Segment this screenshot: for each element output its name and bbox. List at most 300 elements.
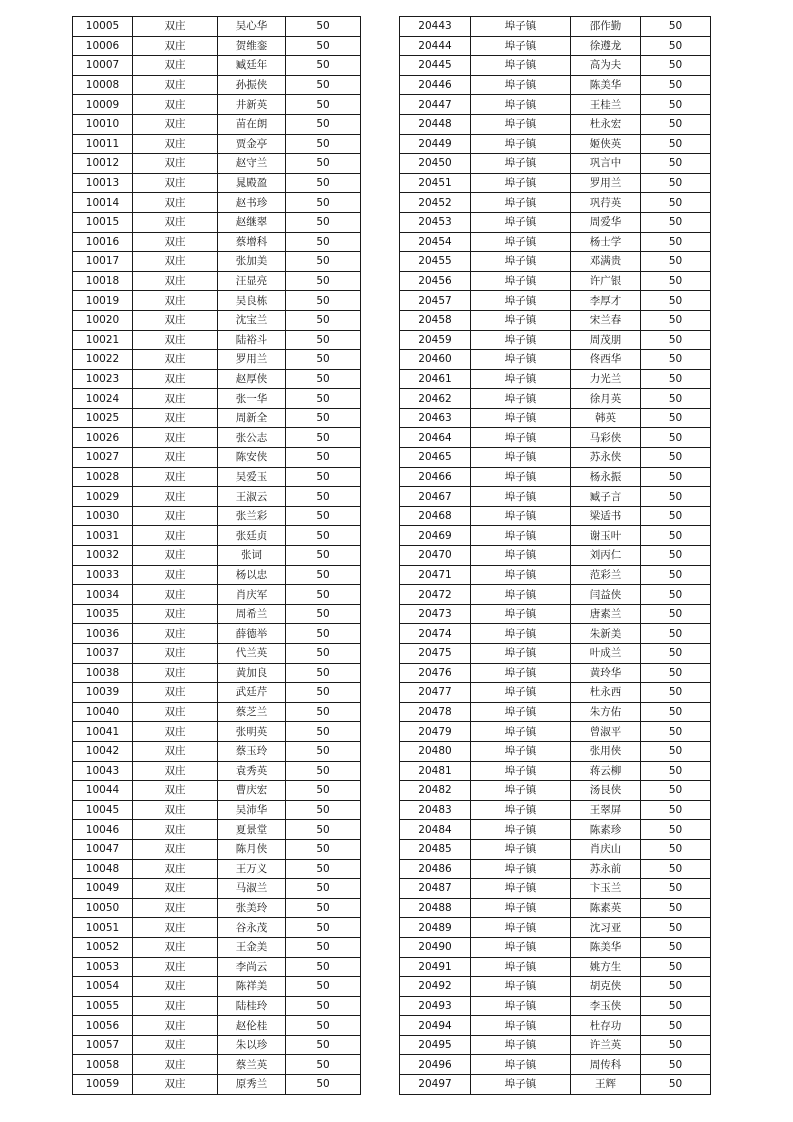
township-cell: 双庄	[133, 389, 218, 409]
table-row	[73, 1035, 361, 1055]
record-id-cell: 10055	[73, 996, 133, 1016]
table-row	[73, 1055, 361, 1075]
person-name-cell: 贺维銮	[218, 36, 286, 56]
table-row	[73, 389, 361, 409]
township-cell: 埠子镇	[471, 134, 571, 154]
person-name-cell: 陆裕斗	[218, 330, 286, 350]
person-name-cell: 张明英	[218, 722, 286, 742]
table-row	[400, 859, 711, 879]
table-row	[73, 781, 361, 801]
person-name-cell: 卞玉兰	[571, 879, 641, 899]
table-row	[73, 252, 361, 272]
table-row	[73, 663, 361, 683]
amount-cell: 50	[641, 937, 711, 957]
township-cell: 双庄	[133, 663, 218, 683]
township-cell: 埠子镇	[471, 624, 571, 644]
table-row	[400, 428, 711, 448]
person-name-cell: 马淑兰	[218, 879, 286, 899]
table-row	[400, 291, 711, 311]
record-id-cell: 20449	[400, 134, 471, 154]
person-name-cell: 臧廷年	[218, 56, 286, 76]
person-name-cell: 王辉	[571, 1075, 641, 1095]
amount-cell: 50	[641, 212, 711, 232]
table-row	[73, 56, 361, 76]
record-id-cell: 10033	[73, 565, 133, 585]
record-id-cell: 20485	[400, 839, 471, 859]
amount-cell: 50	[641, 350, 711, 370]
amount-cell: 50	[641, 114, 711, 134]
township-cell: 埠子镇	[471, 937, 571, 957]
record-id-cell: 10013	[73, 173, 133, 193]
person-name-cell: 薛德举	[218, 624, 286, 644]
township-cell: 埠子镇	[471, 212, 571, 232]
amount-cell: 50	[641, 389, 711, 409]
table-row	[400, 232, 711, 252]
person-name-cell: 罗用兰	[218, 350, 286, 370]
township-cell: 埠子镇	[471, 232, 571, 252]
person-name-cell: 周新全	[218, 408, 286, 428]
person-name-cell: 陈安侠	[218, 448, 286, 468]
amount-cell: 50	[641, 644, 711, 664]
township-cell: 埠子镇	[471, 585, 571, 605]
person-name-cell: 王淑云	[218, 487, 286, 507]
township-cell: 双庄	[133, 937, 218, 957]
person-name-cell: 苏永前	[571, 859, 641, 879]
record-id-cell: 20482	[400, 781, 471, 801]
person-name-cell: 沈习亚	[571, 918, 641, 938]
record-id-cell: 10047	[73, 839, 133, 859]
township-cell: 双庄	[133, 252, 218, 272]
record-id-cell: 10041	[73, 722, 133, 742]
person-name-cell: 张用侠	[571, 741, 641, 761]
amount-cell: 50	[286, 291, 361, 311]
amount-cell: 50	[286, 996, 361, 1016]
left-roster-table	[72, 16, 361, 1095]
person-name-cell: 韩英	[571, 408, 641, 428]
table-row	[73, 996, 361, 1016]
amount-cell: 50	[641, 369, 711, 389]
township-cell: 埠子镇	[471, 252, 571, 272]
record-id-cell: 10049	[73, 879, 133, 899]
table-row	[73, 467, 361, 487]
record-id-cell: 20462	[400, 389, 471, 409]
table-row	[73, 350, 361, 370]
township-cell: 双庄	[133, 271, 218, 291]
person-name-cell: 代兰英	[218, 644, 286, 664]
table-row	[400, 977, 711, 997]
township-cell: 双庄	[133, 918, 218, 938]
person-name-cell: 赵书珍	[218, 193, 286, 213]
person-name-cell: 朱方佑	[571, 702, 641, 722]
township-cell: 埠子镇	[471, 722, 571, 742]
table-row	[400, 271, 711, 291]
record-id-cell: 20489	[400, 918, 471, 938]
amount-cell: 50	[641, 741, 711, 761]
table-row	[73, 859, 361, 879]
person-name-cell: 佟西华	[571, 350, 641, 370]
amount-cell: 50	[286, 1055, 361, 1075]
amount-cell: 50	[641, 467, 711, 487]
person-name-cell: 邓满贵	[571, 252, 641, 272]
table-row	[400, 781, 711, 801]
person-name-cell: 苗在朗	[218, 114, 286, 134]
amount-cell: 50	[286, 937, 361, 957]
person-name-cell: 谷永茂	[218, 918, 286, 938]
amount-cell: 50	[286, 859, 361, 879]
amount-cell: 50	[641, 36, 711, 56]
person-name-cell: 朱以珍	[218, 1035, 286, 1055]
table-row	[400, 604, 711, 624]
township-cell: 双庄	[133, 546, 218, 566]
table-row	[400, 898, 711, 918]
table-row	[400, 36, 711, 56]
township-cell: 埠子镇	[471, 448, 571, 468]
township-cell: 双庄	[133, 114, 218, 134]
township-cell: 埠子镇	[471, 56, 571, 76]
record-id-cell: 20494	[400, 1016, 471, 1036]
amount-cell: 50	[641, 173, 711, 193]
amount-cell: 50	[641, 546, 711, 566]
table-row	[400, 585, 711, 605]
record-id-cell: 10011	[73, 134, 133, 154]
table-row	[73, 408, 361, 428]
amount-cell: 50	[286, 212, 361, 232]
township-cell: 双庄	[133, 977, 218, 997]
township-cell: 埠子镇	[471, 271, 571, 291]
person-name-cell: 许兰英	[571, 1035, 641, 1055]
amount-cell: 50	[641, 585, 711, 605]
person-name-cell: 沈宝兰	[218, 310, 286, 330]
person-name-cell: 杨士学	[571, 232, 641, 252]
person-name-cell: 陈祥美	[218, 977, 286, 997]
township-cell: 埠子镇	[471, 428, 571, 448]
person-name-cell: 肖庆军	[218, 585, 286, 605]
amount-cell: 50	[641, 291, 711, 311]
table-row	[400, 114, 711, 134]
record-id-cell: 20469	[400, 526, 471, 546]
amount-cell: 50	[286, 565, 361, 585]
table-row	[400, 702, 711, 722]
table-row	[73, 702, 361, 722]
amount-cell: 50	[641, 154, 711, 174]
person-name-cell: 王金美	[218, 937, 286, 957]
record-id-cell: 10053	[73, 957, 133, 977]
table-row	[400, 1075, 711, 1095]
table-row	[400, 937, 711, 957]
amount-cell: 50	[286, 1016, 361, 1036]
township-cell: 埠子镇	[471, 154, 571, 174]
table-row	[73, 839, 361, 859]
amount-cell: 50	[641, 879, 711, 899]
table-row	[73, 937, 361, 957]
record-id-cell: 20481	[400, 761, 471, 781]
amount-cell: 50	[641, 232, 711, 252]
township-cell: 双庄	[133, 957, 218, 977]
amount-cell: 50	[641, 134, 711, 154]
record-id-cell: 10058	[73, 1055, 133, 1075]
record-id-cell: 10046	[73, 820, 133, 840]
township-cell: 双庄	[133, 839, 218, 859]
township-cell: 双庄	[133, 448, 218, 468]
amount-cell: 50	[286, 389, 361, 409]
record-id-cell: 20465	[400, 448, 471, 468]
record-id-cell: 10021	[73, 330, 133, 350]
township-cell: 双庄	[133, 741, 218, 761]
township-cell: 埠子镇	[471, 114, 571, 134]
person-name-cell: 李尚云	[218, 957, 286, 977]
record-id-cell: 20450	[400, 154, 471, 174]
person-name-cell: 赵厚侠	[218, 369, 286, 389]
record-id-cell: 20464	[400, 428, 471, 448]
township-cell: 双庄	[133, 467, 218, 487]
township-cell: 双庄	[133, 879, 218, 899]
person-name-cell: 晁殿盈	[218, 173, 286, 193]
person-name-cell: 刘丙仁	[571, 546, 641, 566]
person-name-cell: 姬侠英	[571, 134, 641, 154]
record-id-cell: 20459	[400, 330, 471, 350]
amount-cell: 50	[641, 1055, 711, 1075]
person-name-cell: 曾淑平	[571, 722, 641, 742]
table-row	[73, 134, 361, 154]
township-cell: 双庄	[133, 800, 218, 820]
table-row	[73, 310, 361, 330]
amount-cell: 50	[286, 957, 361, 977]
township-cell: 双庄	[133, 526, 218, 546]
amount-cell: 50	[286, 1075, 361, 1095]
person-name-cell: 范彩兰	[571, 565, 641, 585]
person-name-cell: 曹庆宏	[218, 781, 286, 801]
person-name-cell: 原秀兰	[218, 1075, 286, 1095]
table-row	[400, 565, 711, 585]
township-cell: 埠子镇	[471, 683, 571, 703]
person-name-cell: 吴沛华	[218, 800, 286, 820]
table-row	[400, 506, 711, 526]
table-row	[73, 918, 361, 938]
person-name-cell: 巩言中	[571, 154, 641, 174]
table-row	[400, 75, 711, 95]
township-cell: 双庄	[133, 487, 218, 507]
table-row	[400, 683, 711, 703]
record-id-cell: 10030	[73, 506, 133, 526]
person-name-cell: 张兰彩	[218, 506, 286, 526]
table-row	[73, 1016, 361, 1036]
person-name-cell: 黄加良	[218, 663, 286, 683]
amount-cell: 50	[641, 17, 711, 37]
record-id-cell: 10032	[73, 546, 133, 566]
table-row	[400, 95, 711, 115]
record-id-cell: 10020	[73, 310, 133, 330]
record-id-cell: 20456	[400, 271, 471, 291]
table-row	[400, 56, 711, 76]
amount-cell: 50	[286, 487, 361, 507]
township-cell: 双庄	[133, 408, 218, 428]
township-cell: 埠子镇	[471, 36, 571, 56]
township-cell: 双庄	[133, 644, 218, 664]
amount-cell: 50	[286, 17, 361, 37]
amount-cell: 50	[641, 977, 711, 997]
person-name-cell: 袁秀英	[218, 761, 286, 781]
person-name-cell: 吴爱玉	[218, 467, 286, 487]
amount-cell: 50	[286, 350, 361, 370]
township-cell: 埠子镇	[471, 506, 571, 526]
record-id-cell: 20496	[400, 1055, 471, 1075]
amount-cell: 50	[641, 820, 711, 840]
record-id-cell: 10031	[73, 526, 133, 546]
table-row	[400, 487, 711, 507]
person-name-cell: 夏景堂	[218, 820, 286, 840]
amount-cell: 50	[286, 898, 361, 918]
amount-cell: 50	[641, 1035, 711, 1055]
record-id-cell: 20476	[400, 663, 471, 683]
amount-cell: 50	[286, 506, 361, 526]
person-name-cell: 周希兰	[218, 604, 286, 624]
amount-cell: 50	[286, 644, 361, 664]
record-id-cell: 10042	[73, 741, 133, 761]
table-row	[400, 1055, 711, 1075]
table-row	[400, 722, 711, 742]
amount-cell: 50	[641, 506, 711, 526]
amount-cell: 50	[286, 56, 361, 76]
township-cell: 双庄	[133, 232, 218, 252]
record-id-cell: 10025	[73, 408, 133, 428]
person-name-cell: 朱新美	[571, 624, 641, 644]
record-id-cell: 20463	[400, 408, 471, 428]
record-id-cell: 20458	[400, 310, 471, 330]
amount-cell: 50	[286, 173, 361, 193]
township-cell: 埠子镇	[471, 879, 571, 899]
person-name-cell: 汪显亮	[218, 271, 286, 291]
record-id-cell: 10045	[73, 800, 133, 820]
person-name-cell: 宋兰春	[571, 310, 641, 330]
right-roster-body	[400, 17, 711, 1095]
amount-cell: 50	[286, 585, 361, 605]
amount-cell: 50	[641, 859, 711, 879]
person-name-cell: 杜永西	[571, 683, 641, 703]
amount-cell: 50	[286, 95, 361, 115]
township-cell: 埠子镇	[471, 565, 571, 585]
person-name-cell: 赵继翠	[218, 212, 286, 232]
township-cell: 双庄	[133, 173, 218, 193]
township-cell: 双庄	[133, 585, 218, 605]
person-name-cell: 谢玉叶	[571, 526, 641, 546]
township-cell: 埠子镇	[471, 1055, 571, 1075]
amount-cell: 50	[641, 683, 711, 703]
township-cell: 埠子镇	[471, 702, 571, 722]
amount-cell: 50	[641, 310, 711, 330]
record-id-cell: 20454	[400, 232, 471, 252]
township-cell: 双庄	[133, 369, 218, 389]
township-cell: 双庄	[133, 820, 218, 840]
amount-cell: 50	[286, 683, 361, 703]
amount-cell: 50	[286, 879, 361, 899]
person-name-cell: 黄玲华	[571, 663, 641, 683]
amount-cell: 50	[641, 565, 711, 585]
township-cell: 双庄	[133, 1035, 218, 1055]
table-row	[73, 879, 361, 899]
record-id-cell: 20444	[400, 36, 471, 56]
right-roster-table	[399, 16, 711, 1095]
record-id-cell: 20445	[400, 56, 471, 76]
amount-cell: 50	[641, 428, 711, 448]
table-row	[73, 232, 361, 252]
table-row	[400, 839, 711, 859]
record-id-cell: 10023	[73, 369, 133, 389]
amount-cell: 50	[286, 154, 361, 174]
record-id-cell: 20470	[400, 546, 471, 566]
person-name-cell: 赵伦桂	[218, 1016, 286, 1036]
record-id-cell: 10054	[73, 977, 133, 997]
township-cell: 双庄	[133, 702, 218, 722]
table-row	[400, 761, 711, 781]
record-id-cell: 10039	[73, 683, 133, 703]
township-cell: 埠子镇	[471, 820, 571, 840]
person-name-cell: 巩荇英	[571, 193, 641, 213]
record-id-cell: 10048	[73, 859, 133, 879]
table-row	[73, 448, 361, 468]
table-row	[73, 683, 361, 703]
person-name-cell: 陈素英	[571, 898, 641, 918]
record-id-cell: 10022	[73, 350, 133, 370]
table-row	[400, 310, 711, 330]
township-cell: 埠子镇	[471, 330, 571, 350]
table-row	[400, 17, 711, 37]
amount-cell: 50	[286, 702, 361, 722]
record-id-cell: 10010	[73, 114, 133, 134]
township-cell: 埠子镇	[471, 487, 571, 507]
record-id-cell: 10037	[73, 644, 133, 664]
township-cell: 埠子镇	[471, 957, 571, 977]
amount-cell: 50	[641, 702, 711, 722]
record-id-cell: 10006	[73, 36, 133, 56]
person-name-cell: 蔡增科	[218, 232, 286, 252]
person-name-cell: 高为夫	[571, 56, 641, 76]
table-row	[400, 134, 711, 154]
amount-cell: 50	[286, 75, 361, 95]
record-id-cell: 20474	[400, 624, 471, 644]
township-cell: 埠子镇	[471, 546, 571, 566]
table-row	[73, 565, 361, 585]
person-name-cell: 蔡兰英	[218, 1055, 286, 1075]
township-cell: 埠子镇	[471, 741, 571, 761]
table-row	[73, 154, 361, 174]
record-id-cell: 10015	[73, 212, 133, 232]
township-cell: 双庄	[133, 95, 218, 115]
amount-cell: 50	[286, 114, 361, 134]
township-cell: 埠子镇	[471, 408, 571, 428]
township-cell: 埠子镇	[471, 369, 571, 389]
person-name-cell: 张词	[218, 546, 286, 566]
record-id-cell: 20453	[400, 212, 471, 232]
amount-cell: 50	[641, 839, 711, 859]
township-cell: 双庄	[133, 683, 218, 703]
record-id-cell: 20488	[400, 898, 471, 918]
amount-cell: 50	[641, 448, 711, 468]
township-cell: 双庄	[133, 604, 218, 624]
person-name-cell: 蔡玉玲	[218, 741, 286, 761]
record-id-cell: 20455	[400, 252, 471, 272]
table-row	[400, 350, 711, 370]
person-name-cell: 汤艮侠	[571, 781, 641, 801]
amount-cell: 50	[641, 1016, 711, 1036]
record-id-cell: 20472	[400, 585, 471, 605]
township-cell: 双庄	[133, 1075, 218, 1095]
table-row	[73, 75, 361, 95]
table-row	[73, 291, 361, 311]
person-name-cell: 杨永振	[571, 467, 641, 487]
record-id-cell: 10009	[73, 95, 133, 115]
township-cell: 双庄	[133, 350, 218, 370]
township-cell: 双庄	[133, 291, 218, 311]
